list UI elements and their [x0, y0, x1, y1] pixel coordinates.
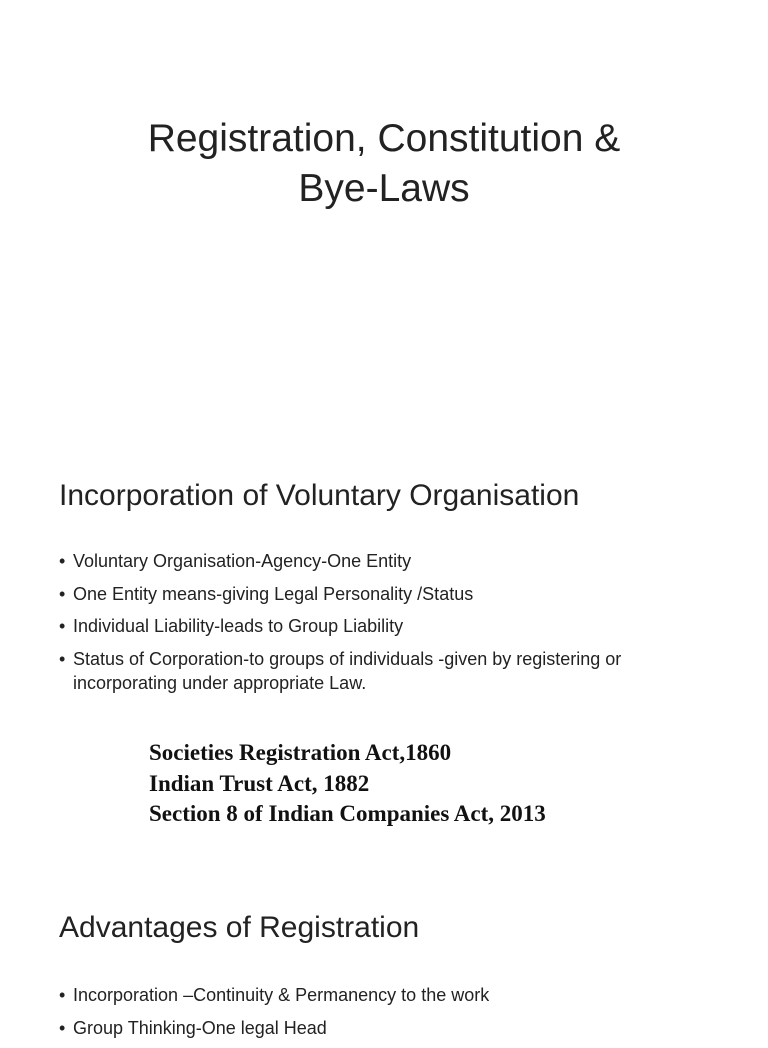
bullet-text: Status of Corporation-to groups of individuals -given by registering or incorporating under appropriate Law. — [73, 648, 622, 693]
bullet-dot-icon: • — [59, 583, 66, 604]
act-companies-section-8: Section 8 of Indian Companies Act, 2013 — [149, 801, 546, 826]
advantages-slide — [0, 864, 768, 1038]
acts-list — [149, 738, 546, 830]
title-line-1: Registration, Constitution & — [147, 117, 621, 160]
bullet-dot-icon: • — [59, 616, 66, 636]
title-line-2: Bye-Laws — [298, 167, 470, 210]
incorporation-heading: Incorporation of Voluntary Organisation — [59, 479, 580, 512]
bullet-dot-icon: • — [59, 551, 66, 571]
incorporation-slide — [0, 432, 768, 864]
bullet-text: Individual Liability-leads to Group Liability — [73, 616, 404, 636]
list-item — [59, 983, 719, 1007]
advantages-bullet-list — [59, 983, 719, 1048]
bullet-text: Voluntary Organisation-Agency-One Entity — [73, 551, 412, 571]
bullet-dot-icon: • — [59, 1017, 66, 1038]
incorporation-bullet-list — [59, 549, 719, 703]
list-item — [59, 1016, 719, 1040]
list-item — [59, 549, 719, 573]
advantages-heading: Advantages of Registration — [59, 911, 420, 944]
list-item — [59, 647, 719, 695]
bullet-dot-icon: • — [59, 985, 66, 1005]
list-item — [59, 614, 719, 638]
act-societies-registration: Societies Registration Act,1860 — [149, 740, 452, 765]
act-indian-trust: Indian Trust Act, 1882 — [149, 770, 370, 796]
title-slide — [0, 0, 768, 432]
bullet-text: Group Thinking-One legal Head — [73, 1017, 327, 1038]
presentation-title — [40, 114, 728, 214]
bullet-dot-icon: • — [59, 648, 66, 669]
bullet-text: Incorporation –Continuity & Permanency to the work — [73, 985, 490, 1005]
list-item — [59, 582, 719, 606]
bullet-text: One Entity means-giving Legal Personality /Status — [73, 583, 474, 604]
